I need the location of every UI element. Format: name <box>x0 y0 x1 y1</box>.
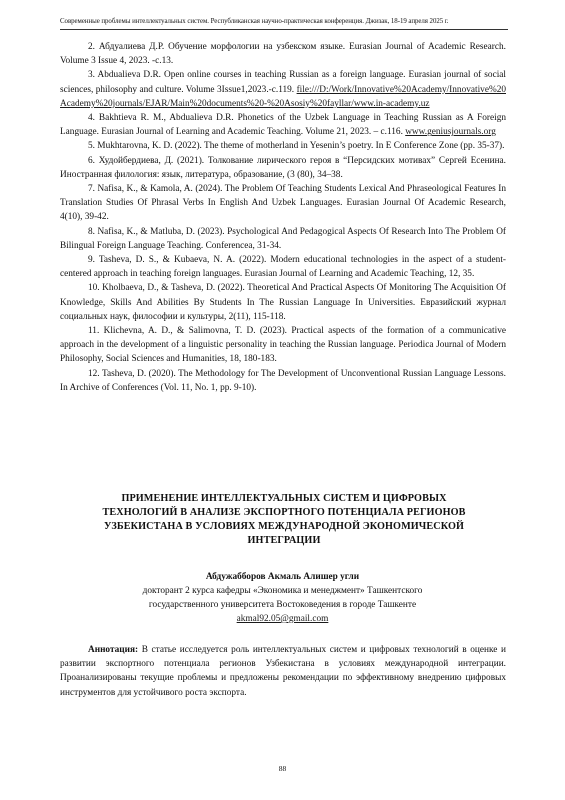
page-number: 88 <box>278 764 287 773</box>
reference-item-2: 2. Абдуалиева Д.Р. Обучение морфологии на узбекском языке. Eurasian Journal of Academic Research. Volume 3 Issue 4, 2023. -с.13. <box>60 42 506 67</box>
running-header: Современные проблемы интеллектуальных систем. Республиканская научно-практическая конференция. Джизак, 18-19 апреля 2025 г. <box>60 18 449 25</box>
reference-item-7: 7. Nafisa, K., & Kamola, A. (2024). The Problem Of Teaching Students Lexical And Phraseological Features In Translation Studies Of Phrasal Verbs In English And Uzbek Languages. Eurasian Journal Of Academic Research, 4(10), 39-42. <box>60 184 506 223</box>
author-email-link[interactable]: akmal92.05@gmail.com <box>236 614 329 624</box>
reference-list <box>60 40 506 395</box>
reference-item-12: 12. Tasheva, D. (2020). The Methodology for The Development of Unconventional Russian Language Lessons. In Archive of Conferences (Vol. 11, No. 1, pp. 9-10). <box>60 368 506 393</box>
reference-item-3: 3. Abdualieva D.R. Open online courses in teaching Russian as a foreign language. Eurasian journal of social sciences, philosophy and culture. Volume 3Issue1,2023.-с.119. file:///D:/Work/Innovative%20Academy/Innovative%20Academy%20journals/EJAR/Main%20documents%20-%20Asosiy%20fayllar/www.in-academy.uz <box>60 70 506 109</box>
reference-item-11: 11. Klichevna, A. D., & Salimovna, T. D. (2023). Practical aspects of the formation of a communicative approach in the development of a linguistic personality in teaching the Russian language. Periodica Journal of Modern Philosophy, Social Sciences and Humanities, 18, 180-183. <box>60 326 506 365</box>
reference-link[interactable]: www.geniusjournals.org <box>405 127 496 138</box>
abstract <box>60 643 506 700</box>
article-title-line: ПРИМЕНЕНИЕ ИНТЕЛЛЕКТУАЛЬНЫХ СИСТЕМ И ЦИФРОВЫХ <box>121 493 447 504</box>
article-title <box>72 492 496 548</box>
author-affiliation: государственного университета Востоковедения в городе Ташкенте <box>148 600 417 610</box>
reference-item-8: 8. Nafisa, K., & Matluba, D. (2023). Psychological And Pedagogical Aspects Of Research Into The Problem Of Bilingual Foreign Language Teaching. Conferencea, 31-34. <box>60 226 506 251</box>
reference-item-6: 6. Худойбердиева, Д. (2021). Толкование лирического героя в “Персидских мотивах” Сергей Есенина. Иностранная филология: язык, литература, образование, (3 (80), 34–38. <box>60 155 506 180</box>
reference-link[interactable]: file:///D:/Work/Innovative%20Academy/Innovative%20Academy%20journals/EJAR/Main%20documents%20-%20Asosiy%20fayllar/www.in-academy.uz <box>60 84 506 109</box>
article-title-line: ТЕХНОЛОГИЙ В АНАЛИЗЕ ЭКСПОРТНОГО ПОТЕНЦИАЛА РЕГИОНОВ <box>102 507 466 518</box>
header-divider <box>60 29 508 30</box>
author-affiliation: докторант 2 курса кафедры «Экономика и менеджмент» Ташкентского <box>142 586 423 596</box>
reference-item-4: 4. Bakhtieva R. M., Abdualieva D.R. Phonetics of the Uzbek Language in Teaching Russian as A Foreign Language. Eurasian Journal of Learning and Academic Teaching. Volume 21, 2023. – с.116. www.geniusjournals.org <box>60 113 506 138</box>
author-name: Абдужабборов Акмаль Алишер угли <box>205 572 360 582</box>
abstract-text: В статье исследуется роль интеллектуальных систем и цифровых технологий в оценке и развитии экспортного потенциала регионов Узбекистана в условиях международной интеграции. Проанализированы текущие проблемы и предложены рекомендации по эффективному внедрению цифровых инструментов для устойчивого роста экспорта. <box>60 645 506 698</box>
reference-item-9: 9. Tasheva, D. S., & Kubaeva, N. A. (2022). Modern educational technologies in the aspect of a student-centered approach in teaching foreign languages. Eurasian Journal of Learning and Academic Teaching, 12, 35. <box>60 255 506 280</box>
author-block <box>90 570 475 626</box>
reference-item-5: 5. Mukhtarovna, K. D. (2022). The theme of motherland in Yesenin’s poetry. In E Conference Zone (pp. 35-37). <box>88 141 505 152</box>
abstract-label: Аннотация: <box>88 645 139 655</box>
article-title-line: УЗБЕКИСТАНА В УСЛОВИЯХ МЕЖДУНАРОДНОЙ ЭКОНОМИЧЕСКОЙ <box>103 521 465 532</box>
reference-item-10: 10. Kholbaeva, D., & Tasheva, D. (2022). Theoretical And Practical Aspects Of Monitoring The Acquisition Of Knowledge, Skills And Abilities By Students In The Russian Language In Universities. Евразийский журнал социальных наук, философии и культуры, 2(11), 115-118. <box>60 283 506 322</box>
article-title-line: ИНТЕГРАЦИИ <box>247 535 321 546</box>
